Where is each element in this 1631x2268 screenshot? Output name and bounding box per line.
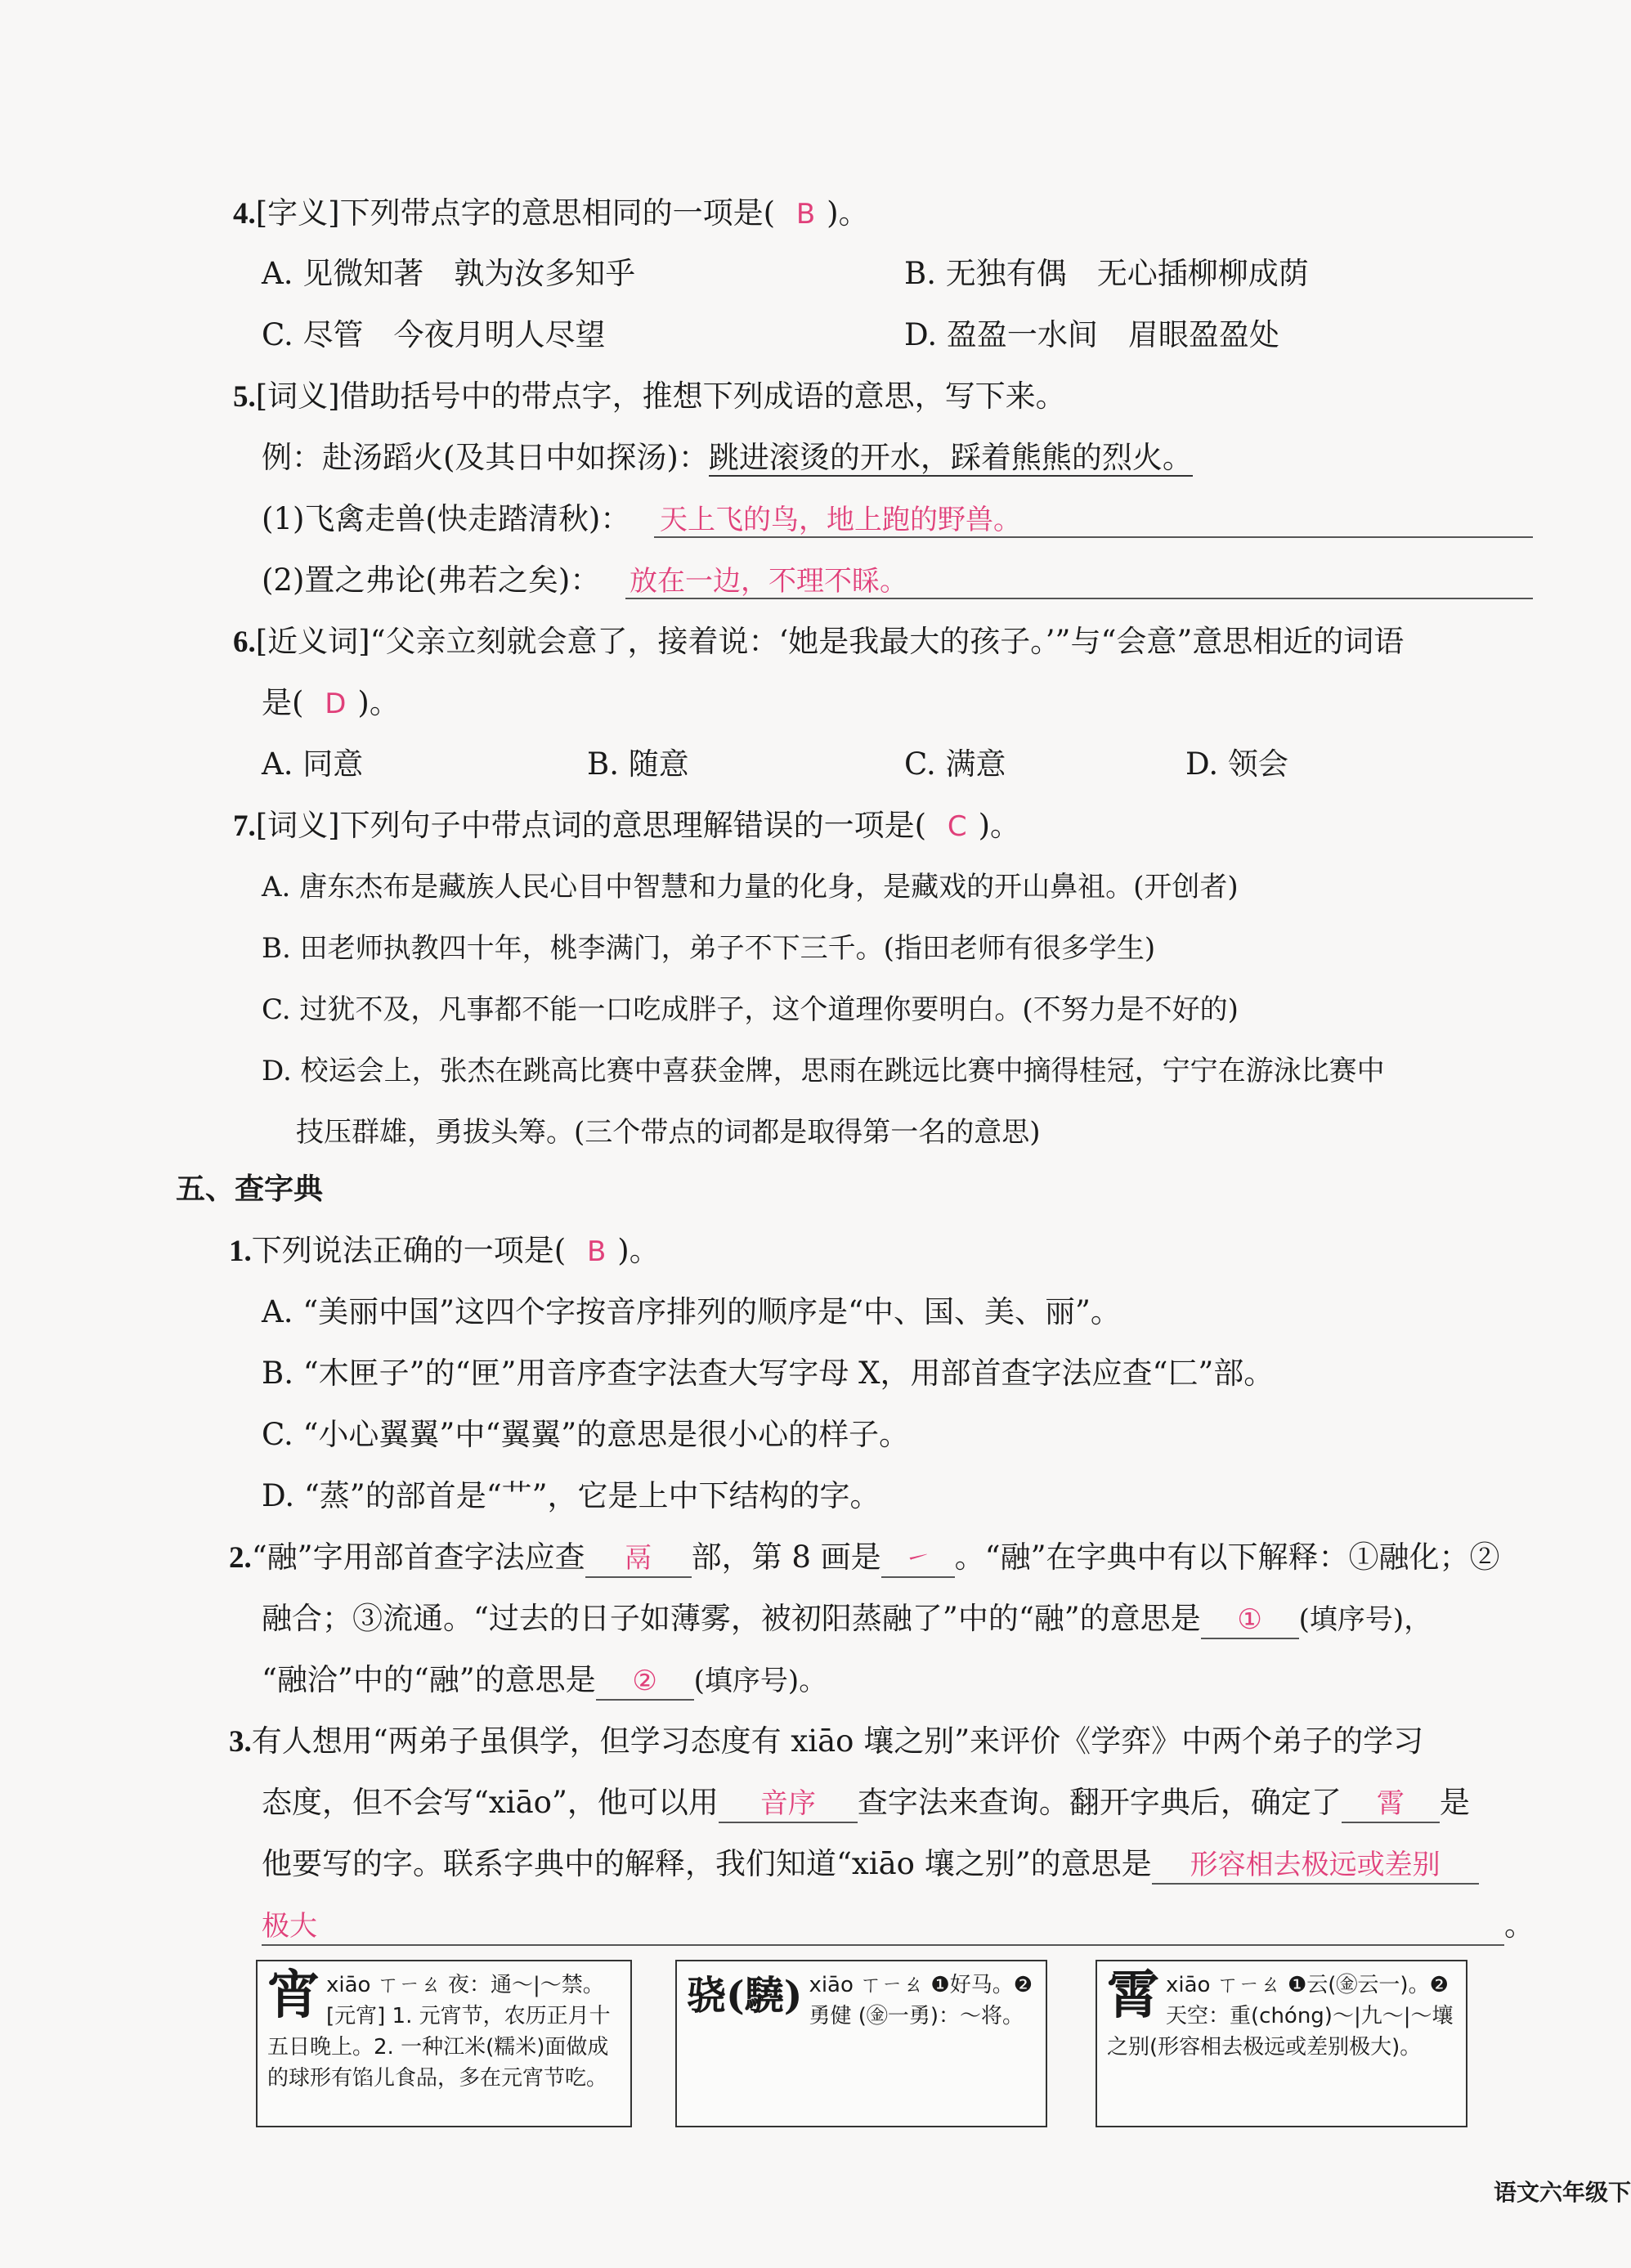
fill-blank-meaning-1: ① — [1201, 1602, 1299, 1639]
s5q3-line-4 — [262, 1905, 1535, 1946]
question-number: 7. — [233, 809, 256, 843]
q5-example — [262, 437, 1193, 478]
dictionary-entry-xiao-brave — [675, 1960, 1047, 2127]
q4-option-a: A. 见微知著 孰为汝多知乎 — [262, 256, 636, 291]
item-answer: 放在一边，不理不睬。 — [630, 565, 908, 598]
q7-stem — [233, 805, 1020, 847]
s5q1-option-c: C. “小心翼翼”中“翼翼”的意思是很小心的样子。 — [262, 1417, 910, 1452]
fill-blank-stroke: ㇀ — [881, 1540, 955, 1578]
answer-choice: C — [947, 810, 967, 843]
answer-choice: B — [795, 198, 816, 231]
question-stem: 是( — [262, 685, 304, 720]
q4-stem — [233, 193, 869, 235]
fill-blank-method: 音序 — [719, 1786, 858, 1823]
s5q2-line-1 — [229, 1537, 1500, 1579]
question-text: 查字法来查询。翻开字典后，确定了 — [857, 1785, 1342, 1820]
item-prompt: (2)置之弗论(弗若之矣)： — [262, 563, 601, 598]
section-heading: 五、查字典 — [176, 1172, 324, 1206]
question-stem-end: )。 — [978, 808, 1021, 843]
answer-rule — [654, 536, 1533, 538]
fill-blank-character: 霄 — [1342, 1786, 1440, 1823]
fill-blank-meaning-cont: 极大 — [262, 1908, 1504, 1946]
dictionary-entry-xiao-sky — [1096, 1960, 1467, 2127]
question-text: 。 — [1504, 1907, 1535, 1943]
s5q3-line-1 — [229, 1721, 1423, 1763]
dictionary-entry-xiao-night — [256, 1960, 632, 2127]
entry-definition: xiāo ㄒㄧㄠ 夜：通～|～禁。[元宵] 1. 元宵节，农历正月十五日晚上。2. 一种江米(糯米)面做成的球形有馅儿食品，多在元宵节吃。 — [267, 1973, 611, 2091]
q4-option-c: C. 尽管 今夜月明人尽望 — [262, 317, 606, 352]
answer-choice: D — [325, 688, 347, 720]
example-answer: 跳进滚烫的开水，踩着熊熊的烈火。 — [708, 440, 1193, 475]
question-stem: [近义词]“父亲立刻就会意了，接着说：‘她是我最大的孩子。’”与“会意”意思相近的词语 — [255, 624, 1405, 659]
entry-character: 宵 — [267, 1965, 320, 2026]
s5q2-line-2 — [262, 1598, 1432, 1640]
question-text: 部，第 8 画是 — [691, 1540, 881, 1575]
question-stem: [词义]借助括号中的带点字，推想下列成语的意思，写下来。 — [255, 379, 1066, 414]
s5q2-line-3 — [262, 1660, 827, 1701]
answer-choice: B — [586, 1235, 607, 1268]
q5-item-1 — [262, 499, 1021, 540]
s5q3-line-3 — [262, 1844, 1479, 1885]
question-number: 6. — [233, 625, 256, 659]
q6-option-b: B. 随意 — [587, 746, 689, 782]
question-number: 3. — [229, 1725, 252, 1759]
item-prompt: (1)飞禽走兽(快走踏清秋)： — [262, 501, 631, 536]
q5-stem — [233, 376, 1066, 418]
question-text: 。“融”在字典中有以下解释：①融化；② — [954, 1540, 1500, 1575]
entry-definition: xiāo ㄒㄧㄠ ❶好马。❷勇健 (㊎一勇)：～将。 — [809, 1973, 1033, 2028]
q4-option-b: B. 无独有偶 无心插柳柳成荫 — [904, 256, 1309, 291]
q7-option-a: A. 唐东杰布是藏族人民心目中智慧和力量的化身，是藏戏的开山鼻祖。(开创者) — [262, 871, 1239, 903]
fill-blank-radical: 鬲 — [585, 1540, 692, 1578]
question-text: “融洽”中的“融”的意思是 — [262, 1662, 596, 1697]
entry-character: 霄 — [1107, 1965, 1159, 2026]
s5q1-option-a: A. “美丽中国”这四个字按音序排列的顺序是“中、国、美、丽”。 — [262, 1294, 1121, 1329]
question-stem-end: )。 — [357, 685, 400, 720]
question-stem-end: )。 — [617, 1233, 660, 1268]
question-number: 1. — [229, 1235, 252, 1268]
question-text: 态度，但不会写“xiāo”，他可以用 — [262, 1785, 719, 1820]
answer-rule — [625, 598, 1533, 599]
entry-character: 骁(驍) — [687, 1973, 803, 2019]
question-text: (填序号)， — [1298, 1603, 1432, 1636]
question-text: 他要写的字。联系字典中的解释，我们知道“xiāo 壤之别”的意思是 — [262, 1846, 1152, 1881]
s5q1-option-b: B. “木匣子”的“匣”用音序查字法查大写字母 X，用部首查字法应查“匚”部。 — [262, 1356, 1275, 1391]
q4-option-d: D. 盈盈一水间 眉眼盈盈处 — [904, 317, 1279, 352]
question-text: “融”字用部首查字法应查 — [251, 1540, 585, 1575]
fill-blank-meaning-2: ② — [596, 1663, 694, 1701]
question-stem: [词义]下列句子中带点词的意思理解错误的一项是( — [255, 808, 927, 843]
q7-option-b: B. 田老师执教四十年，桃李满门，弟子不下三千。(指田老师有很多学生) — [262, 932, 1156, 965]
q6-stem — [233, 621, 1404, 663]
question-stem: 下列说法正确的一项是( — [251, 1233, 567, 1268]
q6-option-d: D. 领会 — [1185, 746, 1288, 782]
question-text: 是 — [1439, 1785, 1470, 1820]
q5-item-2 — [262, 560, 907, 602]
item-answer: 天上飞的鸟，地上跑的野兽。 — [660, 504, 1022, 536]
q7-option-c: C. 过犹不及，凡事都不能一口吃成胖子，这个道理你要明白。(不努力是不好的) — [262, 993, 1239, 1026]
q7-option-d-cont: 技压群雄，勇拔头筹。(三个带点的词都是取得第一名的意思) — [296, 1116, 1041, 1149]
question-text: 融合；③流通。“过去的日子如薄雾，被初阳蒸融了”中的“融”的意思是 — [262, 1601, 1201, 1636]
question-number: 5. — [233, 380, 256, 414]
q6-option-c: C. 满意 — [904, 746, 1006, 782]
question-number: 4. — [233, 197, 256, 231]
question-text: (填序号)。 — [693, 1665, 827, 1697]
entry-definition: xiāo ㄒㄧㄠ ❶云(㊎云一)。❷天空：重(chóng)～|九～|～壤之别(形容相去极远或差别极大)。 — [1107, 1973, 1454, 2060]
question-text: 有人想用“两弟子虽俱学，但学习态度有 xiāo 壤之别”来评价《学弈》中两个弟子的学习 — [251, 1723, 1424, 1759]
q7-option-d: D. 校运会上，张杰在跳高比赛中喜获金牌，思雨在跳远比赛中摘得桂冠，宁宁在游泳比赛中 — [262, 1055, 1385, 1087]
example-prompt: 例：赴汤蹈火(及其日中如探汤)： — [262, 440, 709, 475]
question-number: 2. — [229, 1541, 252, 1575]
q6-stem-line-2 — [262, 683, 400, 724]
s5q1-stem — [229, 1230, 660, 1272]
q6-option-a: A. 同意 — [262, 746, 364, 782]
s5q3-line-2 — [262, 1782, 1470, 1823]
question-stem: [字义]下列带点字的意思相同的一项是( — [255, 195, 776, 231]
fill-blank-meaning: 形容相去极远或差别 — [1152, 1847, 1479, 1885]
page-footer: 语文六年级下 — [1493, 2179, 1631, 2206]
question-stem-end: )。 — [827, 195, 869, 231]
s5q1-option-d: D. “蒸”的部首是“艹”，它是上中下结构的字。 — [262, 1478, 880, 1513]
